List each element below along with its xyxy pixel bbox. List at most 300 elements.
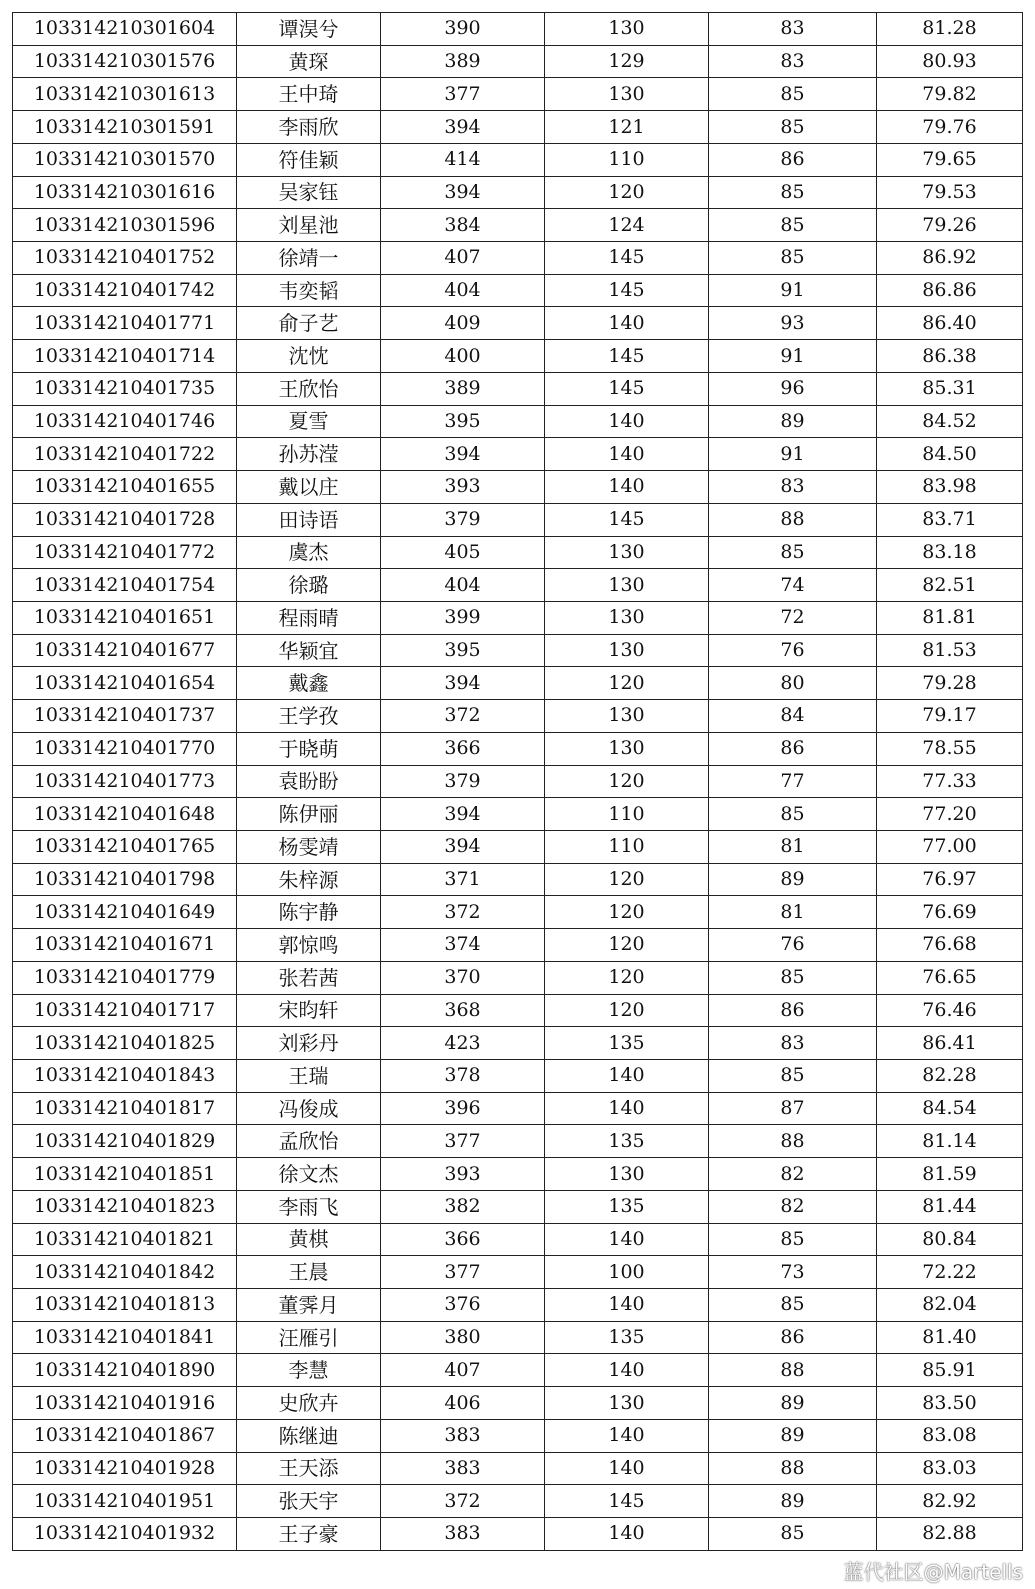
table-row [13,372,1023,405]
cell-name: 虞杰 [237,536,381,569]
cell-interview-score: 91 [709,274,877,307]
cell-total-score: 372 [381,896,545,929]
cell-interview-score: 86 [709,143,877,176]
cell-subject-score: 124 [545,209,709,242]
cell-final-score: 86.86 [877,274,1023,307]
cell-final-score: 81.53 [877,634,1023,667]
cell-candidate-id: 103314210401813 [13,1289,237,1322]
cell-final-score: 83.18 [877,536,1023,569]
cell-candidate-id: 103314210401648 [13,798,237,831]
cell-final-score: 79.65 [877,143,1023,176]
cell-final-score: 79.26 [877,209,1023,242]
table-row [13,667,1023,700]
cell-total-score: 378 [381,1060,545,1093]
cell-name: 郭惊鸣 [237,929,381,962]
cell-final-score: 83.03 [877,1452,1023,1485]
cell-final-score: 82.28 [877,1060,1023,1093]
cell-final-score: 77.20 [877,798,1023,831]
cell-interview-score: 73 [709,1256,877,1289]
cell-candidate-id: 103314210401823 [13,1190,237,1223]
cell-candidate-id: 103314210401655 [13,471,237,504]
cell-interview-score: 85 [709,1289,877,1322]
cell-candidate-id: 103314210401867 [13,1419,237,1452]
cell-subject-score: 130 [545,569,709,602]
cell-final-score: 85.31 [877,372,1023,405]
cell-name: 王学孜 [237,700,381,733]
cell-interview-score: 81 [709,896,877,929]
cell-subject-score: 130 [545,700,709,733]
table-row [13,929,1023,962]
cell-subject-score: 110 [545,143,709,176]
cell-candidate-id: 103314210401771 [13,307,237,340]
cell-final-score: 76.46 [877,994,1023,1027]
cell-total-score: 406 [381,1387,545,1420]
table-row [13,1387,1023,1420]
table-row [13,830,1023,863]
cell-final-score: 72.22 [877,1256,1023,1289]
cell-total-score: 404 [381,274,545,307]
cell-subject-score: 145 [545,1485,709,1518]
cell-interview-score: 80 [709,667,877,700]
cell-candidate-id: 103314210401714 [13,340,237,373]
cell-name: 朱梓源 [237,863,381,896]
table-row [13,209,1023,242]
table-row [13,471,1023,504]
cell-total-score: 414 [381,143,545,176]
table-row [13,732,1023,765]
cell-candidate-id: 103314210401843 [13,1060,237,1093]
cell-total-score: 382 [381,1190,545,1223]
cell-total-score: 380 [381,1321,545,1354]
cell-candidate-id: 103314210401651 [13,601,237,634]
cell-interview-score: 82 [709,1158,877,1191]
cell-total-score: 394 [381,667,545,700]
table-row [13,634,1023,667]
cell-name: 李雨飞 [237,1190,381,1223]
cell-interview-score: 88 [709,1452,877,1485]
cell-interview-score: 87 [709,1092,877,1125]
cell-subject-score: 140 [545,1518,709,1551]
cell-subject-score: 129 [545,45,709,78]
cell-name: 袁盼盼 [237,765,381,798]
cell-name: 王子豪 [237,1518,381,1551]
cell-interview-score: 83 [709,1027,877,1060]
cell-final-score: 81.14 [877,1125,1023,1158]
cell-final-score: 81.40 [877,1321,1023,1354]
cell-interview-score: 85 [709,1223,877,1256]
cell-candidate-id: 103314210401890 [13,1354,237,1387]
cell-final-score: 80.93 [877,45,1023,78]
table-row [13,994,1023,1027]
table-row [13,700,1023,733]
cell-candidate-id: 103314210401928 [13,1452,237,1485]
cell-total-score: 376 [381,1289,545,1322]
cell-subject-score: 145 [545,340,709,373]
cell-total-score: 370 [381,961,545,994]
cell-total-score: 394 [381,438,545,471]
cell-subject-score: 135 [545,1125,709,1158]
cell-name: 谭淏兮 [237,13,381,46]
table-row [13,340,1023,373]
cell-total-score: 366 [381,1223,545,1256]
cell-total-score: 379 [381,765,545,798]
cell-name: 王瑞 [237,1060,381,1093]
cell-total-score: 374 [381,929,545,962]
cell-final-score: 81.81 [877,601,1023,634]
table-row [13,438,1023,471]
table-row [13,307,1023,340]
table-row [13,1092,1023,1125]
cell-candidate-id: 103314210401752 [13,242,237,275]
cell-candidate-id: 103314210401654 [13,667,237,700]
cell-candidate-id: 103314210301613 [13,78,237,111]
cell-candidate-id: 103314210401746 [13,405,237,438]
table-row [13,176,1023,209]
cell-total-score: 383 [381,1452,545,1485]
cell-subject-score: 145 [545,503,709,536]
cell-interview-score: 84 [709,700,877,733]
table-row [13,1256,1023,1289]
cell-name: 杨雯靖 [237,830,381,863]
cell-name: 于晓萌 [237,732,381,765]
cell-final-score: 81.59 [877,1158,1023,1191]
cell-total-score: 394 [381,798,545,831]
table-row [13,1158,1023,1191]
cell-total-score: 383 [381,1419,545,1452]
table-row [13,503,1023,536]
cell-final-score: 83.50 [877,1387,1023,1420]
table-row [13,1419,1023,1452]
cell-subject-score: 130 [545,601,709,634]
cell-candidate-id: 103314210401717 [13,994,237,1027]
cell-interview-score: 81 [709,830,877,863]
cell-name: 黄棋 [237,1223,381,1256]
cell-candidate-id: 103314210401932 [13,1518,237,1551]
cell-final-score: 82.88 [877,1518,1023,1551]
cell-interview-score: 82 [709,1190,877,1223]
cell-total-score: 366 [381,732,545,765]
cell-candidate-id: 103314210401842 [13,1256,237,1289]
cell-subject-score: 110 [545,798,709,831]
cell-interview-score: 89 [709,1419,877,1452]
cell-subject-score: 120 [545,994,709,1027]
cell-candidate-id: 103314210401798 [13,863,237,896]
cell-total-score: 377 [381,78,545,111]
table-row [13,242,1023,275]
cell-name: 孟欣怡 [237,1125,381,1158]
cell-total-score: 400 [381,340,545,373]
cell-final-score: 76.65 [877,961,1023,994]
cell-final-score: 82.92 [877,1485,1023,1518]
table-row [13,1223,1023,1256]
cell-candidate-id: 103314210401825 [13,1027,237,1060]
cell-candidate-id: 103314210401779 [13,961,237,994]
cell-final-score: 78.55 [877,732,1023,765]
table-row [13,1190,1023,1223]
cell-name: 王天添 [237,1452,381,1485]
cell-subject-score: 120 [545,961,709,994]
cell-total-score: 407 [381,1354,545,1387]
cell-final-score: 84.52 [877,405,1023,438]
cell-total-score: 384 [381,209,545,242]
cell-candidate-id: 103314210401817 [13,1092,237,1125]
table-row [13,1321,1023,1354]
cell-final-score: 77.33 [877,765,1023,798]
cell-name: 夏雪 [237,405,381,438]
cell-candidate-id: 103314210401728 [13,503,237,536]
cell-name: 符佳颖 [237,143,381,176]
cell-name: 宋昀轩 [237,994,381,1027]
cell-final-score: 83.08 [877,1419,1023,1452]
cell-subject-score: 120 [545,929,709,962]
cell-name: 韦奕韬 [237,274,381,307]
cell-final-score: 83.71 [877,503,1023,536]
cell-interview-score: 86 [709,1321,877,1354]
cell-interview-score: 76 [709,929,877,962]
cell-name: 戴鑫 [237,667,381,700]
cell-subject-score: 130 [545,536,709,569]
cell-candidate-id: 103314210401722 [13,438,237,471]
cell-subject-score: 100 [545,1256,709,1289]
cell-candidate-id: 103314210401649 [13,896,237,929]
cell-total-score: 383 [381,1518,545,1551]
cell-name: 孙苏滢 [237,438,381,471]
cell-subject-score: 145 [545,242,709,275]
table-row [13,13,1023,46]
cell-subject-score: 130 [545,634,709,667]
cell-name: 王中琦 [237,78,381,111]
cell-total-score: 389 [381,372,545,405]
cell-final-score: 79.76 [877,111,1023,144]
cell-name: 张若茜 [237,961,381,994]
cell-name: 华颖宜 [237,634,381,667]
cell-candidate-id: 103314210401677 [13,634,237,667]
cell-interview-score: 89 [709,1485,877,1518]
cell-subject-score: 120 [545,176,709,209]
cell-total-score: 393 [381,1158,545,1191]
cell-candidate-id: 103314210401770 [13,732,237,765]
cell-candidate-id: 103314210301604 [13,13,237,46]
cell-total-score: 394 [381,176,545,209]
cell-candidate-id: 103314210401742 [13,274,237,307]
cell-total-score: 368 [381,994,545,1027]
cell-interview-score: 76 [709,634,877,667]
cell-subject-score: 135 [545,1321,709,1354]
cell-candidate-id: 103314210401735 [13,372,237,405]
cell-name: 董霁月 [237,1289,381,1322]
cell-candidate-id: 103314210401737 [13,700,237,733]
table-row [13,274,1023,307]
cell-total-score: 409 [381,307,545,340]
cell-subject-score: 120 [545,765,709,798]
cell-interview-score: 93 [709,307,877,340]
cell-total-score: 395 [381,405,545,438]
cell-interview-score: 89 [709,405,877,438]
cell-interview-score: 88 [709,503,877,536]
cell-interview-score: 85 [709,536,877,569]
cell-candidate-id: 103314210401841 [13,1321,237,1354]
cell-subject-score: 135 [545,1190,709,1223]
cell-subject-score: 145 [545,372,709,405]
cell-interview-score: 85 [709,111,877,144]
cell-final-score: 84.50 [877,438,1023,471]
cell-interview-score: 85 [709,209,877,242]
cell-total-score: 393 [381,471,545,504]
cell-candidate-id: 103314210401754 [13,569,237,602]
cell-name: 刘星池 [237,209,381,242]
table-row [13,1125,1023,1158]
cell-name: 李慧 [237,1354,381,1387]
cell-subject-score: 140 [545,1354,709,1387]
cell-final-score: 79.82 [877,78,1023,111]
cell-total-score: 396 [381,1092,545,1125]
table-row [13,1518,1023,1551]
cell-name: 程雨晴 [237,601,381,634]
cell-subject-score: 110 [545,830,709,863]
cell-name: 徐靖一 [237,242,381,275]
cell-total-score: 395 [381,634,545,667]
table-row [13,798,1023,831]
cell-name: 俞子艺 [237,307,381,340]
cell-interview-score: 85 [709,798,877,831]
table-row [13,1452,1023,1485]
cell-subject-score: 145 [545,274,709,307]
cell-total-score: 399 [381,601,545,634]
cell-name: 汪雁引 [237,1321,381,1354]
cell-interview-score: 83 [709,45,877,78]
cell-subject-score: 140 [545,1092,709,1125]
cell-subject-score: 120 [545,896,709,929]
cell-total-score: 394 [381,830,545,863]
cell-subject-score: 130 [545,732,709,765]
cell-final-score: 86.40 [877,307,1023,340]
cell-total-score: 372 [381,700,545,733]
cell-subject-score: 140 [545,438,709,471]
cell-final-score: 76.68 [877,929,1023,962]
table-row [13,1060,1023,1093]
cell-name: 陈继迪 [237,1419,381,1452]
cell-interview-score: 72 [709,601,877,634]
cell-subject-score: 140 [545,1223,709,1256]
score-table [12,12,1023,1551]
cell-subject-score: 130 [545,1158,709,1191]
cell-total-score: 404 [381,569,545,602]
table-row [13,569,1023,602]
cell-final-score: 82.04 [877,1289,1023,1322]
cell-candidate-id: 103314210401772 [13,536,237,569]
cell-name: 徐文杰 [237,1158,381,1191]
cell-total-score: 371 [381,863,545,896]
cell-final-score: 76.97 [877,863,1023,896]
cell-total-score: 379 [381,503,545,536]
cell-final-score: 84.54 [877,1092,1023,1125]
cell-total-score: 423 [381,1027,545,1060]
table-row [13,896,1023,929]
cell-candidate-id: 103314210401773 [13,765,237,798]
cell-subject-score: 130 [545,13,709,46]
table-row [13,536,1023,569]
cell-subject-score: 140 [545,1419,709,1452]
cell-subject-score: 140 [545,1452,709,1485]
cell-subject-score: 130 [545,78,709,111]
cell-candidate-id: 103314210401916 [13,1387,237,1420]
cell-interview-score: 85 [709,242,877,275]
cell-interview-score: 85 [709,1060,877,1093]
cell-interview-score: 86 [709,994,877,1027]
table-row [13,863,1023,896]
cell-name: 冯俊成 [237,1092,381,1125]
cell-candidate-id: 103314210401765 [13,830,237,863]
cell-name: 吴家钰 [237,176,381,209]
cell-final-score: 85.91 [877,1354,1023,1387]
cell-name: 陈伊丽 [237,798,381,831]
table-row [13,143,1023,176]
cell-interview-score: 74 [709,569,877,602]
cell-interview-score: 85 [709,176,877,209]
table-row [13,405,1023,438]
cell-final-score: 77.00 [877,830,1023,863]
cell-total-score: 407 [381,242,545,275]
cell-interview-score: 88 [709,1354,877,1387]
table-row [13,961,1023,994]
cell-candidate-id: 103314210401671 [13,929,237,962]
watermark-text: 蓝代社区@Martells [843,1560,1023,1584]
cell-final-score: 82.51 [877,569,1023,602]
cell-subject-score: 140 [545,405,709,438]
cell-subject-score: 135 [545,1027,709,1060]
cell-candidate-id: 103314210401821 [13,1223,237,1256]
cell-final-score: 79.17 [877,700,1023,733]
cell-subject-score: 140 [545,307,709,340]
cell-final-score: 86.38 [877,340,1023,373]
cell-candidate-id: 103314210301591 [13,111,237,144]
table-row [13,111,1023,144]
cell-subject-score: 120 [545,863,709,896]
cell-candidate-id: 103314210401851 [13,1158,237,1191]
cell-interview-score: 83 [709,13,877,46]
table-row [13,45,1023,78]
cell-name: 戴以庄 [237,471,381,504]
cell-final-score: 81.28 [877,13,1023,46]
cell-candidate-id: 103314210401829 [13,1125,237,1158]
table-row [13,1485,1023,1518]
cell-total-score: 389 [381,45,545,78]
cell-subject-score: 121 [545,111,709,144]
table-row [13,1354,1023,1387]
cell-candidate-id: 103314210301596 [13,209,237,242]
cell-final-score: 86.41 [877,1027,1023,1060]
cell-final-score: 80.84 [877,1223,1023,1256]
cell-total-score: 377 [381,1256,545,1289]
cell-total-score: 394 [381,111,545,144]
cell-interview-score: 85 [709,78,877,111]
cell-name: 刘彩丹 [237,1027,381,1060]
cell-name: 黄琛 [237,45,381,78]
cell-name: 沈忱 [237,340,381,373]
cell-final-score: 79.53 [877,176,1023,209]
cell-interview-score: 91 [709,438,877,471]
cell-interview-score: 88 [709,1125,877,1158]
cell-name: 李雨欣 [237,111,381,144]
cell-total-score: 390 [381,13,545,46]
table-row [13,78,1023,111]
cell-interview-score: 89 [709,1387,877,1420]
cell-interview-score: 77 [709,765,877,798]
cell-subject-score: 120 [545,667,709,700]
cell-interview-score: 83 [709,471,877,504]
cell-interview-score: 96 [709,372,877,405]
cell-subject-score: 140 [545,471,709,504]
